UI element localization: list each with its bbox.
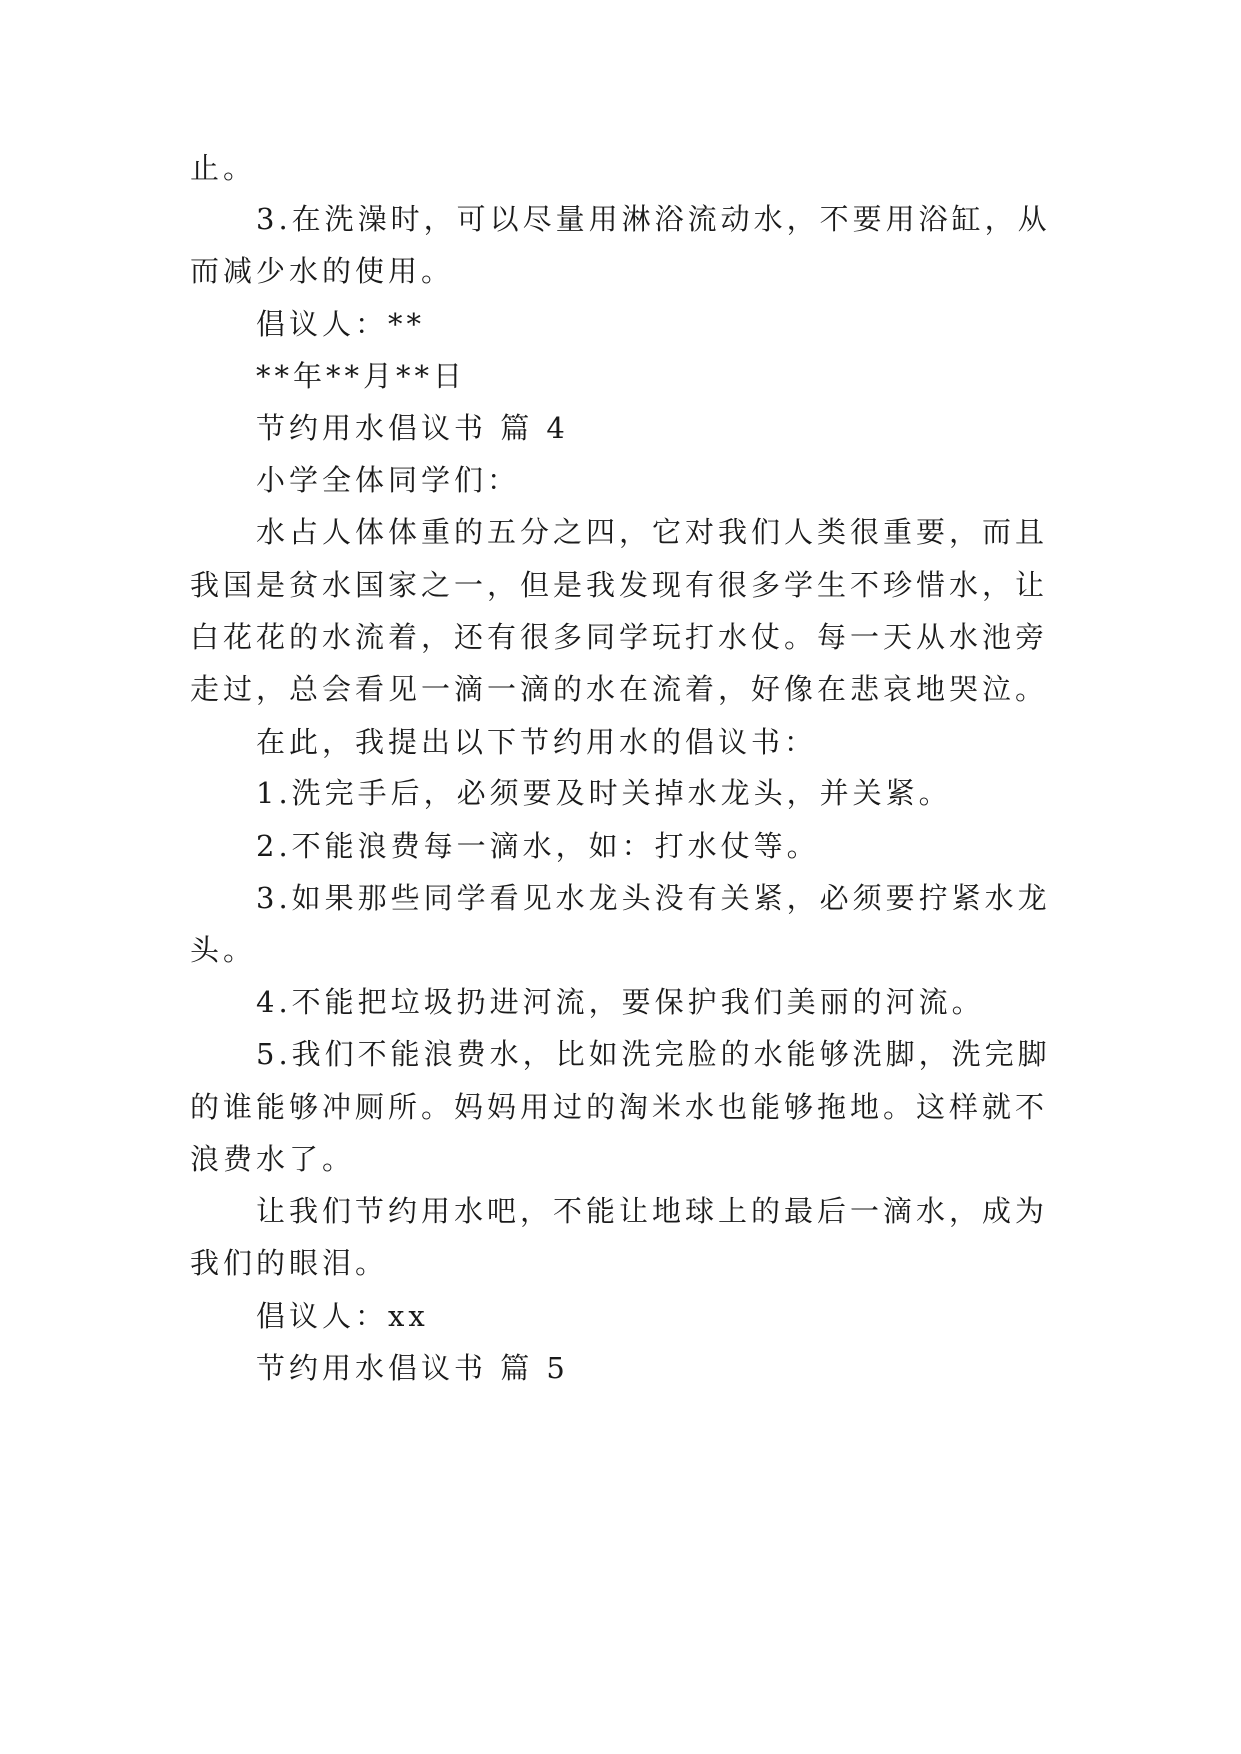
date-line: **年**月**日 (256, 359, 467, 393)
list-item: 2.不能浪费每一滴水，如：打水仗等。 (256, 829, 820, 863)
text-line: 3.在洗澡时，可以尽量用淋浴流动水，不要用浴缸，从 (256, 202, 1051, 236)
list-item: 5.我们不能浪费水，比如洗完脸的水能够洗脚，洗完脚 (256, 1037, 1051, 1071)
section-heading: 节约用水倡议书 篇 4 (256, 411, 569, 445)
list-item: 4.不能把垃圾扔进河流，要保护我们美丽的河流。 (256, 985, 985, 1019)
signature-line: 倡议人：xx (256, 1299, 429, 1333)
list-item: 1.洗完手后，必须要及时关掉水龙头，并关紧。 (256, 776, 952, 810)
text-line: 让我们节约用水吧，不能让地球上的最后一滴水，成为 (256, 1194, 1049, 1228)
section-heading: 节约用水倡议书 篇 5 (256, 1351, 569, 1385)
text-line: 走过，总会看见一滴一滴的水在流着，好像在悲哀地哭泣。 (190, 672, 1049, 706)
text-line: 浪费水了。 (190, 1142, 356, 1176)
text-line: 而减少水的使用。 (190, 254, 455, 288)
text-line: 我们的眼泪。 (190, 1246, 389, 1280)
text-line: 的谁能够冲厕所。妈妈用过的淘米水也能够拖地。这样就不 (190, 1090, 1049, 1124)
list-item: 3.如果那些同学看见水龙头没有关紧，必须要拧紧水龙 (256, 881, 1051, 915)
signature-line: 倡议人：** (256, 307, 426, 341)
text-line: 止。 (190, 151, 257, 185)
text-line: 水占人体体重的五分之四，它对我们人类很重要，而且 (256, 515, 1049, 549)
text-line: 头。 (190, 933, 257, 967)
text-line: 我国是贫水国家之一，但是我发现有很多学生不珍惜水，让 (190, 568, 1049, 602)
text-line: 白花花的水流着，还有很多同学玩打水仗。每一天从水池旁 (190, 620, 1049, 654)
text-line: 在此，我提出以下节约用水的倡议书： (256, 725, 818, 759)
salutation: 小学全体同学们： (256, 463, 521, 497)
